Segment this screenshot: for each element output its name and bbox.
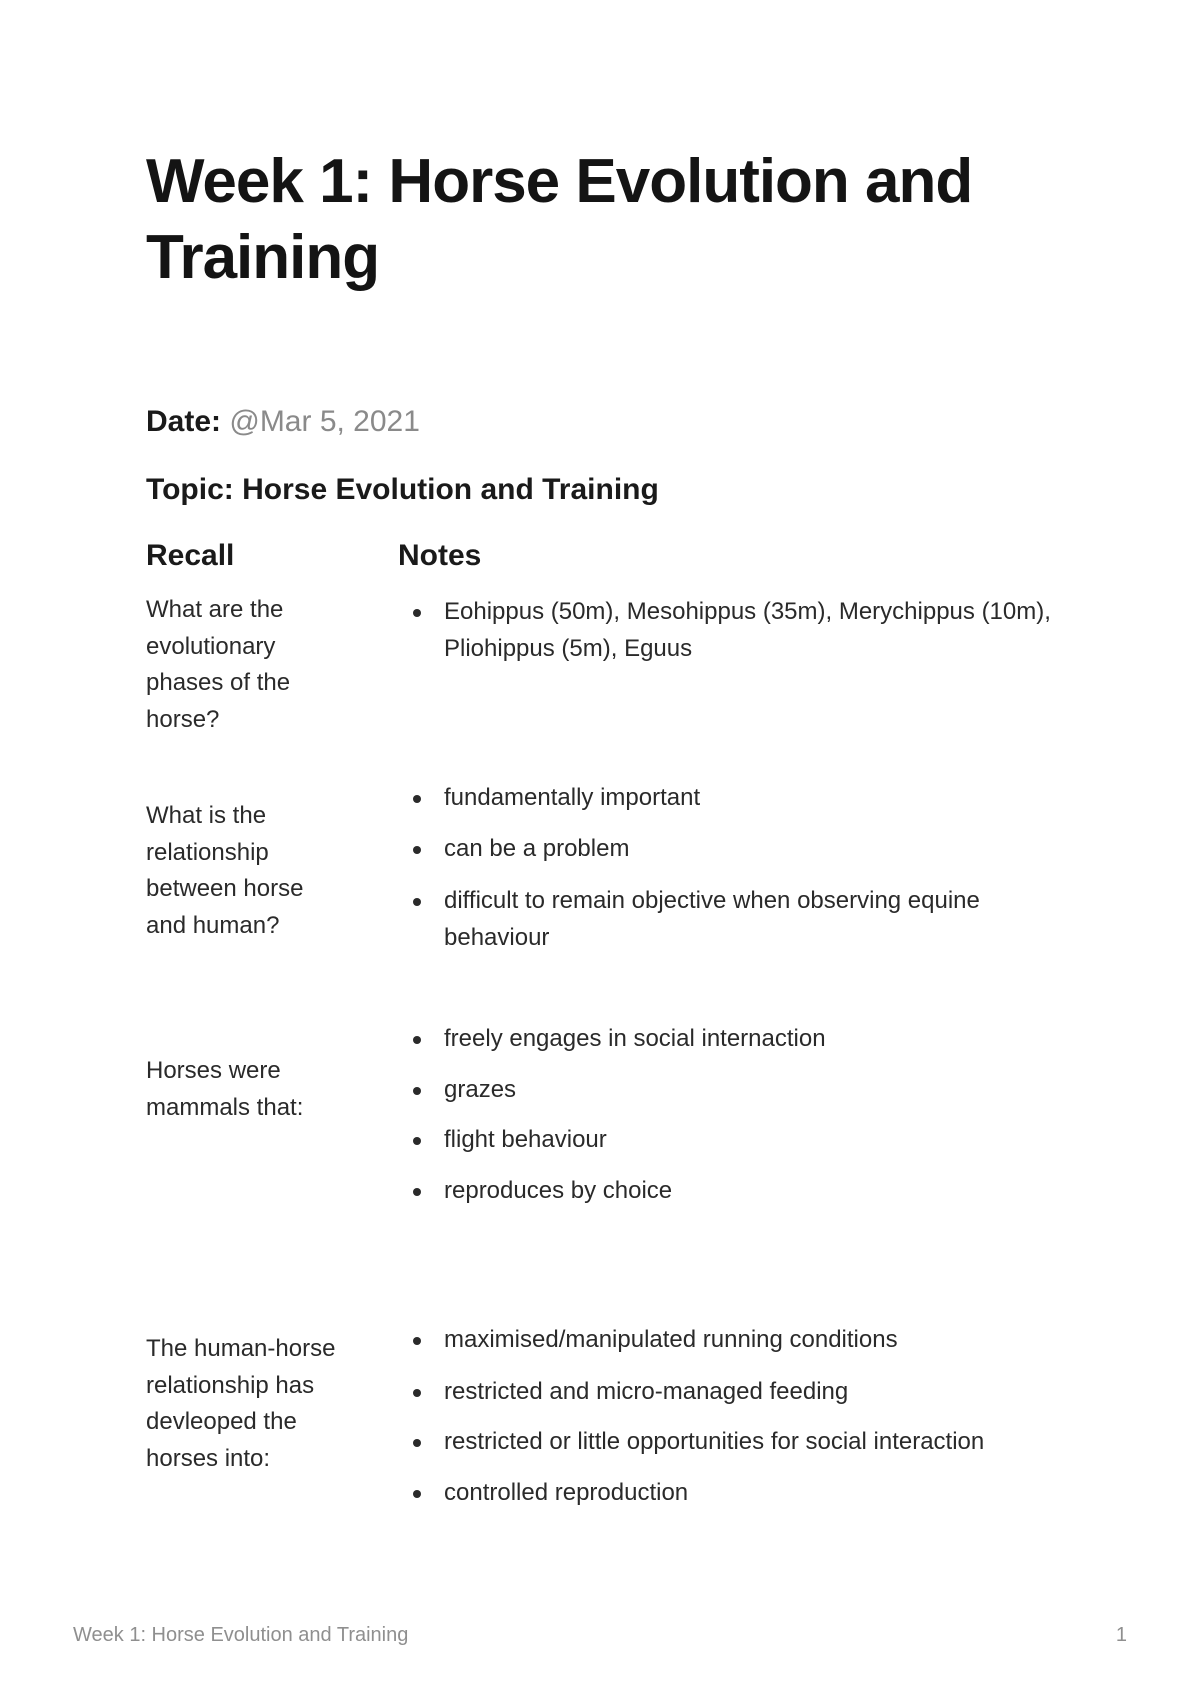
- topic-label: Topic:: [146, 473, 234, 506]
- recall-question: What are the evolutionary phases of the horse?: [146, 596, 291, 733]
- list-item: maximised/manipulated running conditions: [398, 1322, 1078, 1359]
- recall-column-header: Recall: [146, 539, 235, 572]
- list-item: flight behaviour: [398, 1122, 1078, 1159]
- list-item: can be a problem: [398, 831, 1078, 868]
- list-item: fundamentally important: [398, 780, 1078, 817]
- list-item: freely engages in social internaction: [398, 1021, 1078, 1058]
- footer-page-number: 1: [1115, 1624, 1127, 1646]
- date-label: Date:: [146, 405, 222, 438]
- notes-list: [398, 780, 1078, 970]
- date-value[interactable]: @Mar 5, 2021: [229, 405, 420, 438]
- footer-document-title: Week 1: Horse Evolution and Training: [73, 1624, 409, 1646]
- list-item: grazes: [398, 1072, 1078, 1109]
- notes-list: [398, 1322, 1078, 1525]
- list-item: difficult to remain objective when observing equine behaviour: [398, 883, 1078, 956]
- date-property: [146, 402, 420, 442]
- recall-question: The human-horse relationship has devleoped the horses into:: [146, 1335, 336, 1472]
- recall-question: What is the relationship between horse and human?: [146, 802, 304, 939]
- list-item: restricted and micro-managed feeding: [398, 1374, 1078, 1411]
- list-item: Eohippus (50m), Mesohippus (35m), Merychippus (10m), Pliohippus (5m), Eguus: [398, 594, 1078, 667]
- topic-value: Horse Evolution and Training: [242, 473, 659, 506]
- notes-column-header: Notes: [398, 539, 482, 572]
- topic-property: [146, 470, 659, 510]
- list-item: restricted or little opportunities for social interaction: [398, 1424, 1078, 1461]
- list-item: controlled reproduction: [398, 1475, 1078, 1512]
- list-item: reproduces by choice: [398, 1173, 1078, 1210]
- recall-question: Horses were mammals that:: [146, 1057, 304, 1121]
- notes-list: [398, 594, 1078, 681]
- page-title: Week 1: Horse Evolution and Training: [146, 147, 973, 292]
- notes-list: [398, 1021, 1078, 1223]
